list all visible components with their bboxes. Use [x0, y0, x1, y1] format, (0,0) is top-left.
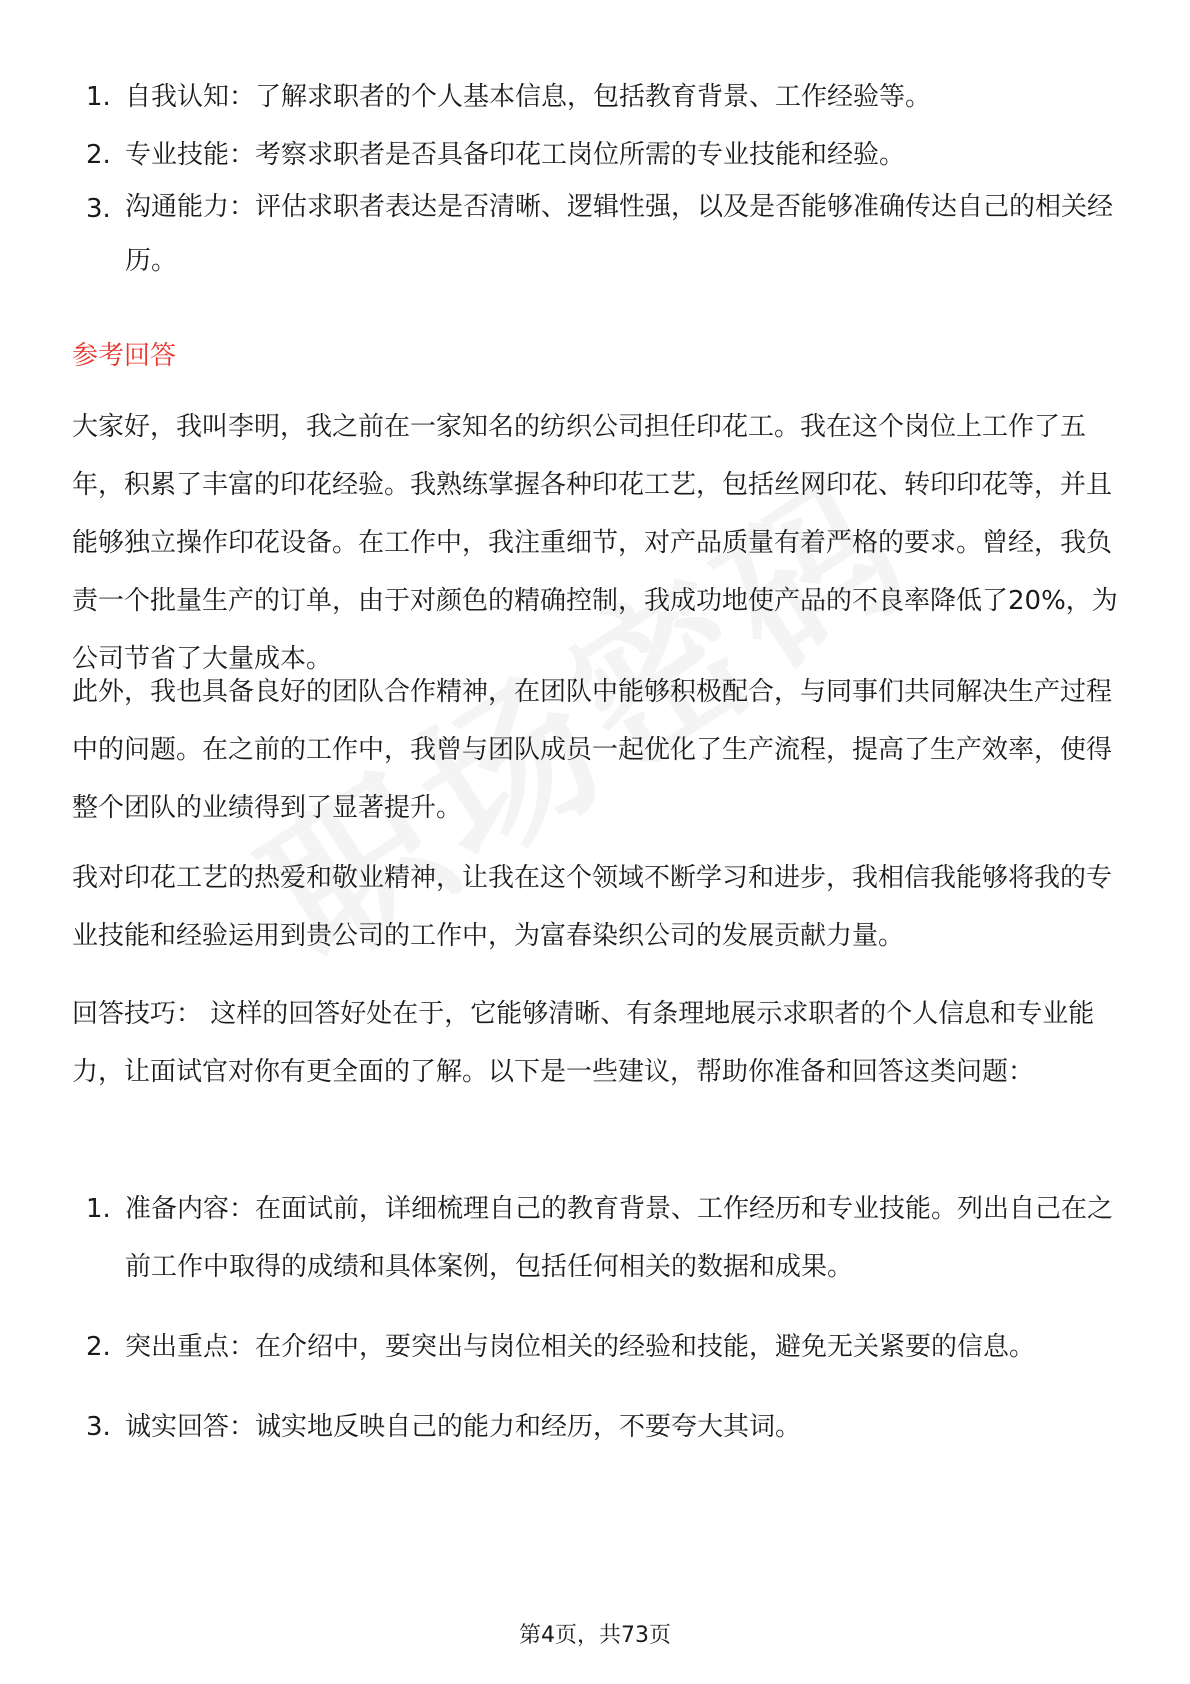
tips-list: [0, 1180, 1190, 1456]
list-number: 3.: [86, 1412, 111, 1442]
list-text: 自我认知：了解求职者的个人基本信息，包括教育背景、工作经验等。: [125, 82, 932, 112]
list-text: 专业技能：考察求职者是否具备印花工岗位所需的专业技能和经验。: [125, 140, 906, 170]
assessment-list: [0, 68, 1190, 288]
list-number: 2.: [86, 140, 111, 170]
list-number: 2.: [86, 1332, 111, 1362]
list-number: 1.: [86, 82, 111, 112]
list-item: [0, 1318, 1190, 1376]
list-item: [0, 126, 1190, 180]
list-text: 沟通能力：评估求职者表达是否清晰、逻辑性强，以及是否能够准确传达自己的相关经历。: [125, 192, 1114, 276]
list-text: 诚实回答：诚实地反映自己的能力和经历，不要夸大其词。: [125, 1412, 802, 1442]
answer-paragraph-3: 我对印花工艺的热爱和敬业精神，让我在这个领域不断学习和进步，我相信我能够将我的专业技能和经验运用到贵公司的工作中，为富春染织公司的发展贡献力量。: [72, 863, 1113, 951]
answer-paragraph-2: 此外，我也具备良好的团队合作精神，在团队中能够积极配合，与同事们共同解决生产过程中的问题。在之前的工作中，我曾与团队成员一起优化了生产流程，提高了生产效率，使得整个团队的业绩得到了显著提升。: [72, 677, 1113, 823]
reference-answer-heading: 参考回答: [72, 341, 177, 371]
answer-tips-paragraph: 回答技巧： 这样的回答好处在于，它能够清晰、有条理地展示求职者的个人信息和专业能力，让面试官对你有更全面的了解。以下是一些建议，帮助你准备和回答这类问题：: [72, 999, 1095, 1087]
answer-paragraph-1: 大家好，我叫李明，我之前在一家知名的纺织公司担任印花工。我在这个岗位上工作了五年，积累了丰富的印花经验。我熟练掌握各种印花工艺，包括丝网印花、转印印花等，并且能够独立操作印花设备。在工作中，我注重细节，对产品质量有着严格的要求。曾经，我负责一个批量生产的订单，由于对颜色的精确控制，我成功地使产品的不良率降低了20%，为公司节省了大量成本。: [72, 412, 1118, 674]
list-item: [0, 68, 1190, 126]
list-item: [0, 1180, 1190, 1296]
list-item: [0, 180, 1190, 288]
list-text: 准备内容：在面试前，详细梳理自己的教育背景、工作经历和专业技能。列出自己在之前工作中取得的成绩和具体案例，包括任何相关的数据和成果。: [125, 1194, 1114, 1282]
list-number: 1.: [86, 1194, 111, 1224]
list-item: [0, 1398, 1190, 1456]
list-text: 突出重点：在介绍中，要突出与岗位相关的经验和技能，避免无关紧要的信息。: [125, 1332, 1036, 1362]
list-number: 3.: [86, 194, 111, 224]
page-number: 第4页，共73页: [519, 1623, 671, 1648]
